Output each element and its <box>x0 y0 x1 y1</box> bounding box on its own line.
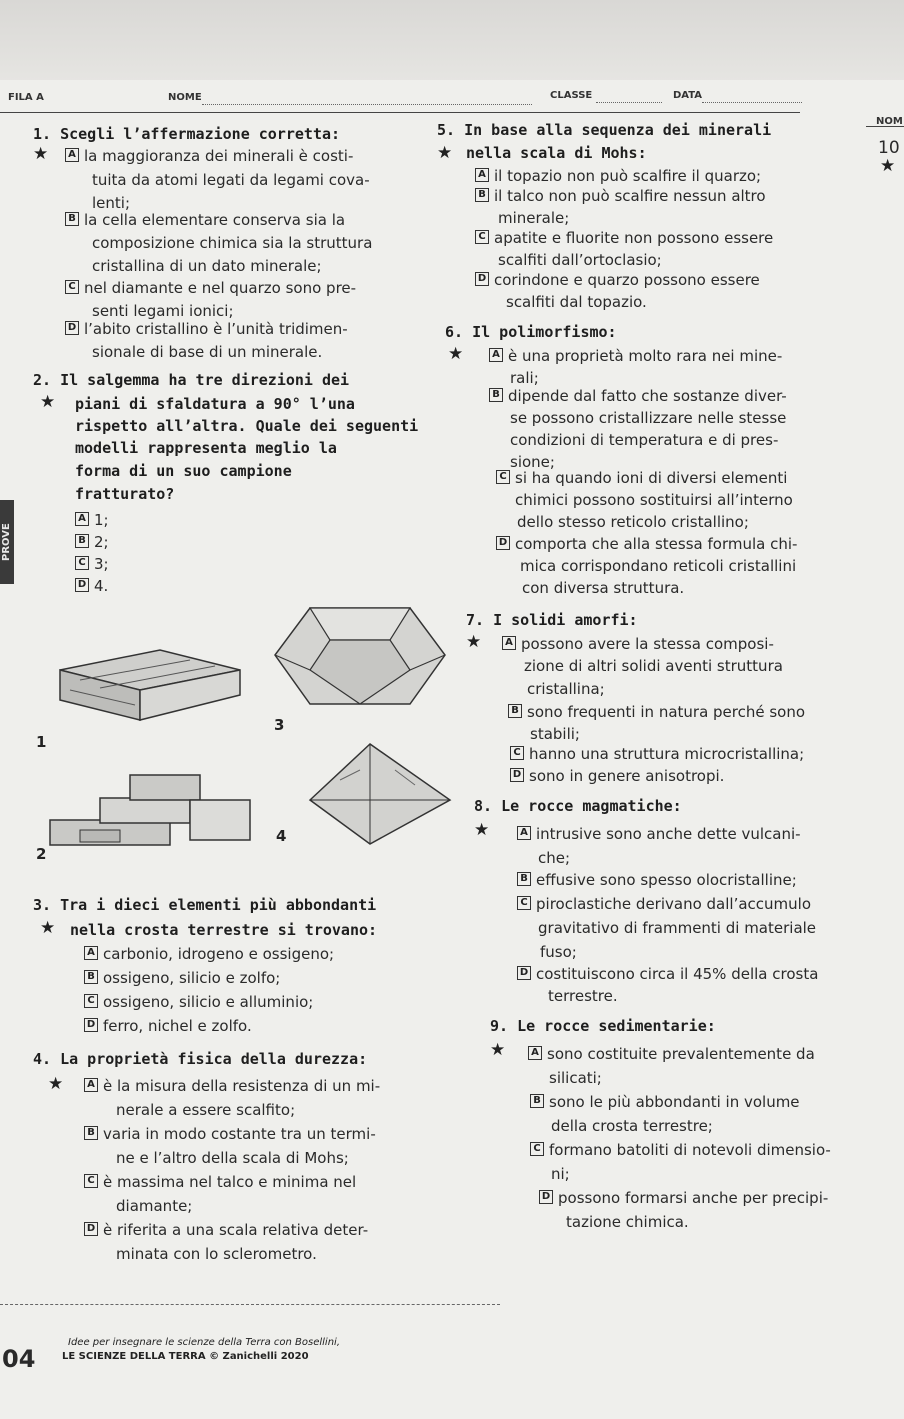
q5-title: 5. In base alla sequenza dei minerali <box>437 121 772 139</box>
fila-label: FILA A <box>8 92 44 103</box>
classe-line <box>596 102 662 103</box>
q4-title: 4. La proprietà fisica della durezza: <box>33 1050 368 1068</box>
q4-option-c: è massima nel talco e minima nel <box>103 1173 357 1191</box>
q5-option-d: scalfiti dal topazio. <box>506 293 647 311</box>
q3-title: 3. Tra i dieci elementi più abbondanti <box>33 896 377 914</box>
option-letter-box: B <box>65 212 79 226</box>
figure-1-number: 1 <box>36 733 47 751</box>
q2-title: fratturato? <box>75 485 175 503</box>
q1-option-d: sionale di base di un minerale. <box>92 343 323 361</box>
q4-option-d: minata con lo sclerometro. <box>116 1245 317 1263</box>
figure-3-number: 3 <box>274 716 285 734</box>
footer-rule <box>0 1304 500 1305</box>
q7-option-a: cristallina; <box>527 680 605 698</box>
figure-4-crystal <box>300 740 460 850</box>
option-letter-box: A <box>528 1046 542 1060</box>
star-icon: ★ <box>490 1040 506 1060</box>
q2-option-d: 4. <box>94 577 109 595</box>
option-letter-box: D <box>475 272 489 286</box>
star-icon: ★ <box>437 143 453 163</box>
q6-option-d: comporta che alla stessa formula chi- <box>515 535 798 553</box>
option-letter-box: C <box>530 1142 544 1156</box>
q1-option-a: la maggioranza dei minerali è costi- <box>84 147 354 165</box>
q1-option-d: l’abito cristallino è l’unità tridimen- <box>84 320 348 338</box>
q6-option-b: dipende dal fatto che sostanze diver- <box>508 387 787 405</box>
q2-title: forma di un suo campione <box>75 462 292 480</box>
option-letter-box: A <box>84 1078 98 1092</box>
option-letter-box: B <box>489 388 503 402</box>
figure-3-crystal <box>270 600 450 712</box>
option-letter-box: A <box>75 512 89 526</box>
option-letter-box: C <box>475 230 489 244</box>
option-letter-box: C <box>510 746 524 760</box>
star-icon: ★ <box>466 632 482 652</box>
q9-option-b: sono le più abbondanti in volume <box>549 1093 800 1111</box>
option-letter-box: B <box>517 872 531 886</box>
q1-option-a: tuita da atomi legati da legami cova- <box>92 171 370 189</box>
q8-option-a: che; <box>538 849 571 867</box>
q6-title: 6. Il polimorfismo: <box>445 323 617 341</box>
q7-title: 7. I solidi amorfi: <box>466 611 638 629</box>
q1-option-b: composizione chimica sia la struttura <box>92 234 373 252</box>
option-letter-box: C <box>84 994 98 1008</box>
q6-option-b: sione; <box>510 453 555 471</box>
q9-title: 9. Le rocce sedimentarie: <box>490 1017 716 1035</box>
q9-option-a: silicati; <box>549 1069 602 1087</box>
option-letter-box: B <box>530 1094 544 1108</box>
figure-4-number: 4 <box>276 827 287 845</box>
q6-option-c: chimici possono sostituirsi all’interno <box>515 491 793 509</box>
q2-option-b: 2; <box>94 533 109 551</box>
q8-option-b: effusive sono spesso olocristalline; <box>536 871 797 889</box>
q5-title: nella scala di Mohs: <box>466 144 647 162</box>
star-icon: ★ <box>48 1074 64 1094</box>
q6-option-c: si ha quando ioni di diversi elementi <box>515 469 788 487</box>
q4-option-c: diamante; <box>116 1197 193 1215</box>
option-letter-box: D <box>75 578 89 592</box>
q8-option-c: fuso; <box>540 943 577 961</box>
nome-label: NOME <box>168 92 202 103</box>
option-letter-box: B <box>475 188 489 202</box>
q4-option-a: è la misura della resistenza di un mi- <box>103 1077 381 1095</box>
q5-option-c: scalfiti dall’ortoclasio; <box>498 251 662 269</box>
star-icon: ★ <box>880 156 896 176</box>
q8-option-c: gravitativo di frammenti di materiale <box>538 919 817 937</box>
star-icon: ★ <box>40 918 56 938</box>
q3-option-c: ossigeno, silicio e alluminio; <box>103 993 314 1011</box>
q8-option-a: intrusive sono anche dette vulcani- <box>536 825 801 843</box>
q6-option-a: è una proprietà molto rara nei mine- <box>508 347 783 365</box>
photo-background <box>0 0 904 82</box>
q1-option-a: lenti; <box>92 194 131 212</box>
side-label-prove <box>0 500 14 584</box>
option-letter-box: A <box>517 826 531 840</box>
figure-2-crystal <box>40 760 260 855</box>
right-rule <box>866 126 904 127</box>
q5-option-d: corindone e quarzo possono essere <box>494 271 760 289</box>
q1-option-c: senti legami ionici; <box>92 302 234 320</box>
q9-option-b: della crosta terrestre; <box>551 1117 713 1135</box>
q8-option-d: terrestre. <box>548 987 618 1005</box>
option-letter-box: C <box>75 556 89 570</box>
star-icon: ★ <box>448 344 464 364</box>
data-label: DATA <box>673 90 703 101</box>
q5-option-c: apatite e fluorite non possono essere <box>494 229 774 247</box>
option-letter-box: D <box>517 966 531 980</box>
star-icon: ★ <box>33 144 49 164</box>
q7-option-b: stabili; <box>530 725 580 743</box>
q6-option-a: rali; <box>510 369 539 387</box>
option-letter-box: B <box>75 534 89 548</box>
q6-option-d: con diversa struttura. <box>522 579 685 597</box>
option-letter-box: D <box>84 1018 98 1032</box>
q4-option-d: è riferita a una scala relativa deter- <box>103 1221 369 1239</box>
figure-2-number: 2 <box>36 845 47 863</box>
option-letter-box: C <box>84 1174 98 1188</box>
option-letter-box: D <box>65 321 79 335</box>
q4-option-b: varia in modo costante tra un termi- <box>103 1125 376 1143</box>
q9-option-d: possono formarsi anche per precipi- <box>558 1189 829 1207</box>
footer-credit: Idee per insegnare le scienze della Terra con Bosellini, <box>68 1337 340 1348</box>
q7-option-a: possono avere la stessa composi- <box>521 635 774 653</box>
q4-option-a: nerale a essere scalfito; <box>116 1101 296 1119</box>
q1-title: 1. Scegli l’affermazione corretta: <box>33 125 341 143</box>
q9-option-c: ni; <box>551 1165 570 1183</box>
star-icon: ★ <box>40 392 56 412</box>
page-number: 04 <box>2 1345 36 1373</box>
option-letter-box: B <box>508 704 522 718</box>
q5-option-a: il topazio non può scalfire il quarzo; <box>494 167 762 185</box>
data-line <box>702 102 802 103</box>
option-letter-box: A <box>84 946 98 960</box>
q5-option-b: minerale; <box>498 209 570 227</box>
option-letter-box: D <box>496 536 510 550</box>
option-letter-box: C <box>496 470 510 484</box>
option-letter-box: A <box>502 636 516 650</box>
q7-option-c: hanno una struttura microcristallina; <box>529 745 805 763</box>
classe-label: CLASSE <box>550 90 593 101</box>
option-letter-box: B <box>84 970 98 984</box>
q3-option-a: carbonio, idrogeno e ossigeno; <box>103 945 335 963</box>
option-letter-box: D <box>84 1222 98 1236</box>
q9-option-a: sono costituite prevalentemente da <box>547 1045 815 1063</box>
q5-option-b: il talco non può scalfire nessun altro <box>494 187 766 205</box>
q4-option-b: ne e l’altro della scala di Mohs; <box>116 1149 349 1167</box>
option-letter-box: C <box>65 280 79 294</box>
q3-title: nella crosta terrestre si trovano: <box>70 921 378 939</box>
q8-option-d: costituiscono circa il 45% della crosta <box>536 965 819 983</box>
q6-option-b: condizioni di temperatura e di pres- <box>510 431 779 449</box>
option-letter-box: A <box>489 348 503 362</box>
q7-option-b: sono frequenti in natura perché sono <box>527 703 806 721</box>
q2-title: 2. Il salgemma ha tre direzioni dei <box>33 371 350 389</box>
option-letter-box: D <box>510 768 524 782</box>
q8-title: 8. Le rocce magmatiche: <box>474 797 682 815</box>
q6-option-d: mica corrispondano reticoli cristallini <box>520 557 797 575</box>
option-letter-box: B <box>84 1126 98 1140</box>
star-icon: ★ <box>474 820 490 840</box>
option-letter-box: A <box>475 168 489 182</box>
nome-line <box>202 104 532 105</box>
footer-title: LE SCIENZE DELLA TERRA © Zanichelli 2020 <box>62 1351 309 1362</box>
q2-title: piani di sfaldatura a 90° l’una <box>75 395 355 413</box>
q7-option-a: zione di altri solidi aventi struttura <box>524 657 783 675</box>
header-rule <box>0 112 800 113</box>
q1-option-b: la cella elementare conserva sia la <box>84 211 346 229</box>
right-score: 10 <box>878 138 900 158</box>
option-letter-box: D <box>539 1190 553 1204</box>
q3-option-b: ossigeno, silicio e zolfo; <box>103 969 281 987</box>
q9-option-c: formano batoliti di notevoli dimensio- <box>549 1141 831 1159</box>
q2-title: modelli rappresenta meglio la <box>75 439 337 457</box>
q2-option-a: 1; <box>94 511 109 529</box>
side-label-text: PROVE <box>1 523 12 561</box>
option-letter-box: A <box>65 148 79 162</box>
right-nome-label: NOM <box>876 116 903 127</box>
q3-option-d: ferro, nichel e zolfo. <box>103 1017 252 1035</box>
q6-option-b: se possono cristallizzare nelle stesse <box>510 409 787 427</box>
figure-1-crystal <box>40 630 250 730</box>
q1-option-c: nel diamante e nel quarzo sono pre- <box>84 279 357 297</box>
q2-title: rispetto all’altra. Quale dei seguenti <box>75 417 419 435</box>
option-letter-box: C <box>517 896 531 910</box>
q9-option-d: tazione chimica. <box>566 1213 689 1231</box>
q1-option-b: cristallina di un dato minerale; <box>92 257 322 275</box>
q7-option-d: sono in genere anisotropi. <box>529 767 725 785</box>
q2-option-c: 3; <box>94 555 109 573</box>
q6-option-c: dello stesso reticolo cristallino; <box>517 513 749 531</box>
q8-option-c: piroclastiche derivano dall’accumulo <box>536 895 812 913</box>
